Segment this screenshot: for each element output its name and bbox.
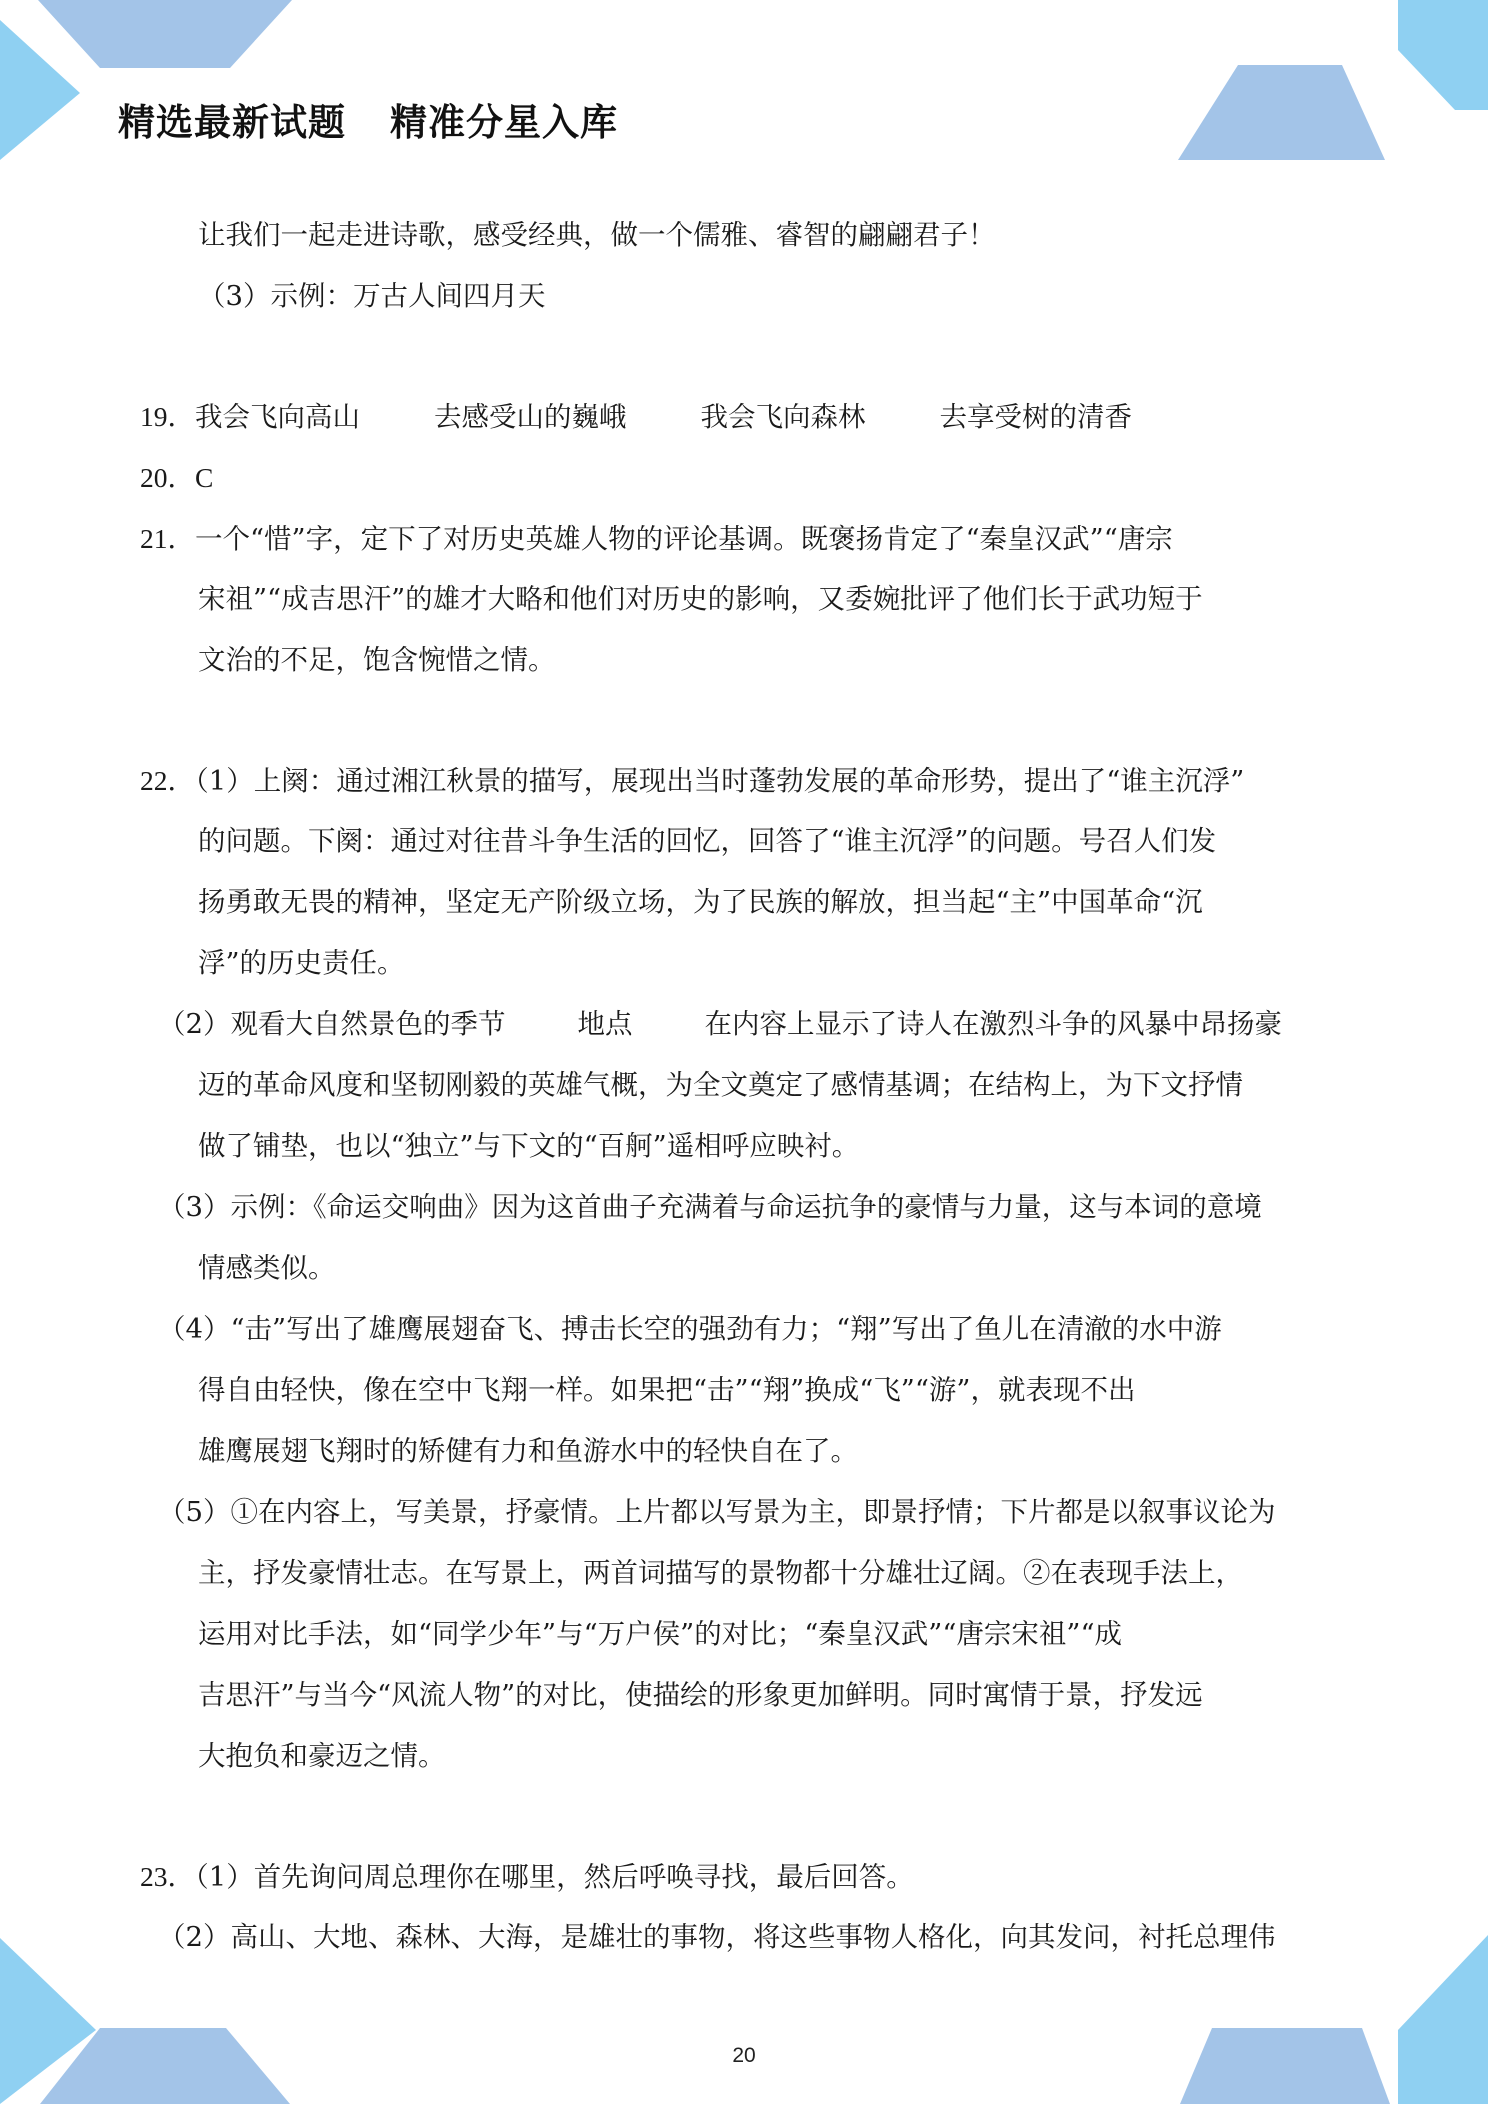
question-19	[140, 386, 1355, 447]
answer-text: （1）首先询问周总理你在哪里，然后呼唤寻找，最后回答。	[195, 1861, 914, 1893]
text-line: 得自由轻快，像在空中飞翔一样。如果把“击”“翔”换成“飞”“游”，就表现不出	[198, 1374, 1136, 1406]
answer-part: 在内容上显示了诗人在激烈斗争的风暴中昂扬豪	[704, 1008, 1282, 1040]
header-title-part-b: 精准分星入库	[390, 101, 618, 144]
answer-text: C	[195, 462, 214, 493]
answer-content	[140, 205, 1355, 1968]
text-line: 扬勇敢无畏的精神，坚定无产阶级立场，为了民族的解放，担当起“主”中国革命“沉	[198, 886, 1203, 918]
answer-part: 我会飞向森林	[700, 401, 866, 433]
text-line: 运用对比手法，如“同学少年”与“万户侯”的对比；“秦皇汉武”“唐宗宋祖”“成	[198, 1618, 1123, 1650]
text-line: 大抱负和豪迈之情。	[198, 1740, 446, 1772]
answer-text: （1）上阕：通过湘江秋景的描写，展现出当时蓬勃发展的革命形势，提出了“谁主沉浮”	[195, 765, 1245, 797]
text-line: （3）示例：万古人间四月天	[198, 280, 546, 312]
text-line: 吉思汗”与当今“风流人物”的对比，使描绘的形象更加鲜明。同时寓情于景，抒发远	[198, 1679, 1203, 1711]
answer-part: 去享受树的清香	[939, 401, 1132, 433]
text-line: 浮”的历史责任。	[198, 947, 405, 979]
sub-answer-2: （2）高山、大地、森林、大海，是雄壮的事物，将这些事物人格化，向其发问，衬托总理伟	[158, 1921, 1276, 1953]
sub-answer-3: （3）示例：《命运交响曲》因为这首曲子充满着与命运抗争的豪情与力量，这与本词的意境	[158, 1191, 1262, 1223]
top-right-trapezoid	[1178, 65, 1385, 160]
question-22	[140, 750, 1355, 811]
text-line: 雄鹰展翅飞翔时的矫健有力和鱼游水中的轻快自在了。	[198, 1435, 858, 1467]
top-left-trapezoid	[38, 0, 292, 68]
text-line: 的问题。下阕：通过对往昔斗争生活的回忆，回答了“谁主沉浮”的问题。号召人们发	[198, 825, 1217, 857]
answer-part: 去感受山的巍峨	[434, 401, 627, 433]
question-number: 21．	[140, 523, 195, 554]
sub-answer-5: （5）①在内容上，写美景，抒豪情。上片都以写景为主，即景抒情；下片都是以叙事议论为	[158, 1496, 1276, 1528]
question-21	[140, 508, 1355, 569]
top-right-light-triangle	[1398, 0, 1488, 110]
question-number: 20．	[140, 462, 195, 493]
text-line: 情感类似。	[198, 1252, 336, 1284]
answer-part: （2）观看大自然景色的季节	[158, 1008, 506, 1040]
text-line: 做了铺垫，也以“独立”与下文的“百舸”遥相呼应映衬。	[198, 1130, 860, 1162]
answer-part: 地点	[577, 1008, 633, 1040]
sub-answer-2	[140, 994, 1355, 1055]
header-title	[118, 92, 662, 146]
bottom-right-light-triangle	[1398, 1935, 1488, 2104]
question-number: 22．	[140, 765, 195, 796]
answer-part: 我会飞向高山	[195, 401, 360, 433]
text-line: 迈的革命风度和坚韧刚毅的英雄气概，为全文奠定了感情基调；在结构上，为下文抒情	[198, 1069, 1243, 1101]
text-line: 主，抒发豪情壮志。在写景上，两首词描写的景物都十分雄壮辽阔。②在表现手法上，	[198, 1557, 1243, 1589]
question-number: 19．	[140, 401, 195, 432]
question-20	[140, 447, 1355, 508]
text-line: 文治的不足，饱含惋惜之情。	[198, 644, 556, 676]
sub-answer-4: （4）“击”写出了雄鹰展翅奋飞、搏击长空的强劲有力；“翔”写出了鱼儿在清澈的水中游	[158, 1313, 1222, 1345]
text-line: 让我们一起走进诗歌，感受经典，做一个儒雅、睿智的翩翩君子！	[198, 219, 996, 251]
header-title-part-a: 精选最新试题	[118, 101, 346, 144]
question-23	[140, 1846, 1355, 1907]
question-number: 23．	[140, 1861, 195, 1892]
text-line: 宋祖”“成吉思汗”的雄才大略和他们对历史的影响，又委婉批评了他们长于武功短于	[198, 583, 1203, 615]
page-number: 20	[732, 2044, 756, 2067]
answer-text: 一个“惜”字，定下了对历史英雄人物的评论基调。既褒扬肯定了“秦皇汉武”“唐宗	[195, 523, 1173, 555]
